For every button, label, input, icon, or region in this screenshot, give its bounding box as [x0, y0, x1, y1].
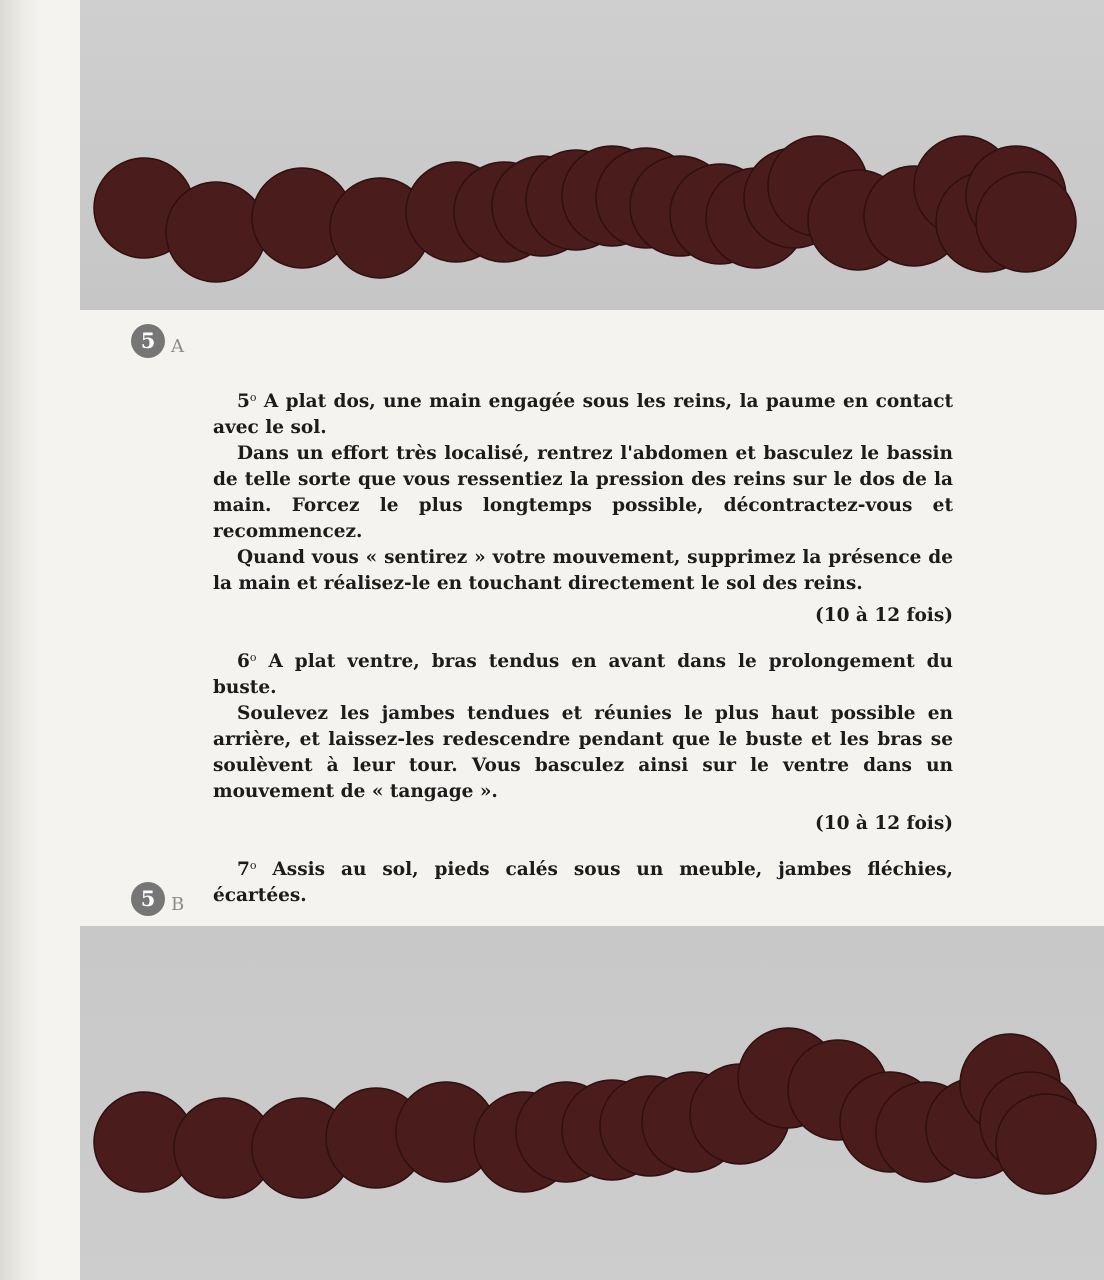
exercise-text	[213, 385, 953, 909]
exercise-6-repetitions: (10 à 12 fois)	[814, 813, 953, 834]
photo-disc	[166, 182, 266, 282]
exercise-5-lead: 5$^o$ A plat dos, une main engagée sous les reins, la paume en contact avec le sol.	[213, 391, 953, 438]
exercise-6-paragraph: Soulevez les jambes tendues et réunies le plus haut possible en arrière, et laissez-les redescendre pendant que le buste et les bras se soulèvent à leur tour. Vous basculez ainsi sur le ventre dans un mouvement de « tangage ».	[213, 703, 953, 802]
exercise-5-repetitions: (10 à 12 fois)	[814, 605, 953, 626]
figure-number-badge: 5	[131, 882, 165, 916]
photo-5b	[80, 926, 1104, 1280]
page-gutter	[0, 0, 40, 1280]
photo-disc	[976, 172, 1076, 272]
figure-number-badge: 5	[131, 324, 165, 358]
photo-disc	[996, 1094, 1096, 1194]
photo-5b-discs	[80, 926, 1104, 1280]
figure-letter: B	[171, 894, 185, 915]
exercise-7-lead: 7$^o$ Assis au sol, pieds calés sous un meuble, jambes fléchies, écartées.	[213, 859, 953, 906]
figure-letter: A	[171, 336, 184, 357]
photo-5a-discs	[80, 0, 1104, 310]
photo-5a	[80, 0, 1104, 310]
exercise-5-paragraph: Quand vous « sentirez » votre mouvement, supprimez la présence de la main et réalisez-le en touchant directement le sol des reins.	[213, 547, 953, 594]
exercise-5-paragraph: Dans un effort très localisé, rentrez l'abdomen et basculez le bassin de telle sorte que vous ressentiez la pression des reins sur le dos de la main. Forcez le plus longtemps possible, décontractez-vous et recommencez.	[213, 443, 953, 542]
exercise-6-lead: 6$^o$ A plat ventre, bras tendus en avant dans le prolongement du buste.	[213, 651, 953, 698]
